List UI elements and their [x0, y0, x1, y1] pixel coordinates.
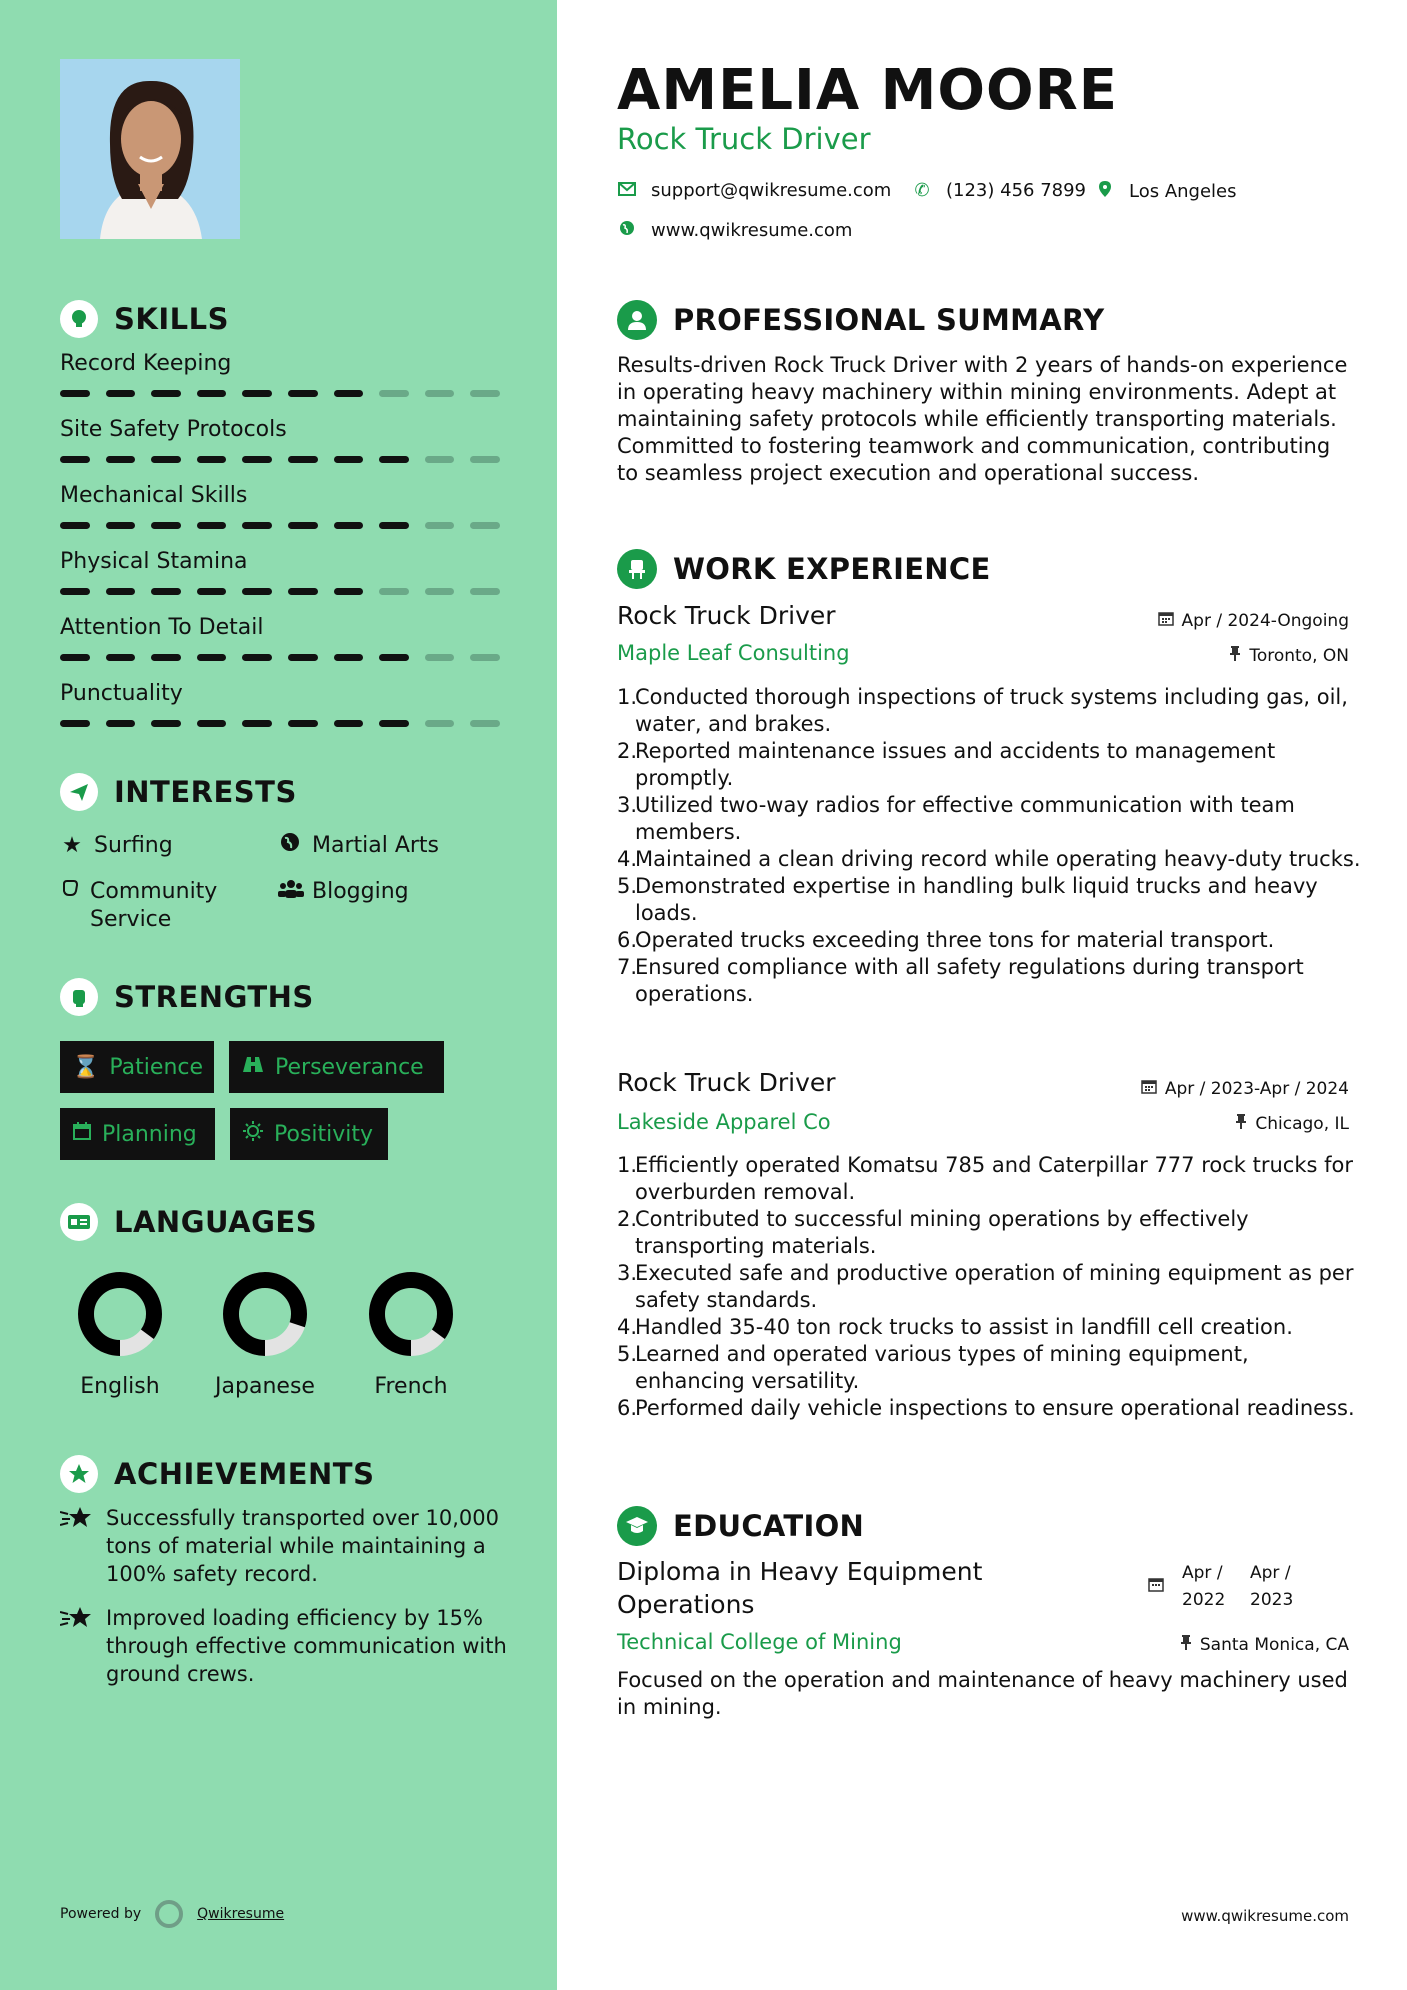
- job-bullet-text: Conducted thorough inspections of truck systems including gas, oil, water, and brakes.: [635, 685, 1348, 736]
- job-bullet: 1. Conducted thorough inspections of truck systems including gas, oil, water, and brakes.: [617, 684, 1362, 738]
- strength-label: Positivity: [274, 1121, 374, 1147]
- interest-label: Community Service: [90, 879, 218, 932]
- skill-item: [60, 549, 500, 595]
- education-location-text: Santa Monica, CA: [1199, 1634, 1349, 1655]
- skill-level-segment: [379, 522, 409, 529]
- job-dates: [1141, 1078, 1349, 1099]
- strength-badge: [230, 1108, 388, 1160]
- education-start: Apr / 2022: [1182, 1563, 1226, 1610]
- summary-title: PROFESSIONAL SUMMARY: [673, 303, 1105, 337]
- skill-item: [60, 681, 500, 727]
- sun-icon: [242, 1120, 264, 1148]
- skill-level-segment: [334, 720, 364, 727]
- language-label: Japanese: [215, 1374, 315, 1399]
- job-bullet-text: Contributed to successful mining operations by effectively transporting materials.: [635, 1207, 1249, 1258]
- skill-level-segment: [425, 390, 455, 397]
- skill-level-segment: [425, 720, 455, 727]
- job-bullet-text: Utilized two-way radios for effective communication with team members.: [635, 793, 1295, 844]
- contact-location: [1095, 180, 1237, 203]
- education-description: Focused on the operation and maintenance of heavy machinery used in mining.: [617, 1668, 1348, 1719]
- interests-title: INTERESTS: [114, 775, 297, 809]
- contact-phone[interactable]: [912, 180, 1086, 201]
- interest-item: [60, 832, 173, 860]
- graduation-cap-icon: [617, 1506, 657, 1546]
- contact-website[interactable]: [617, 220, 852, 241]
- job-bullet-text: Ensured compliance with all safety regulations during transport operations.: [635, 955, 1304, 1006]
- interest-label: Blogging: [312, 879, 409, 904]
- skill-level-segment: [106, 654, 136, 661]
- achievement-item: [60, 1504, 510, 1588]
- phone-icon: ✆: [914, 180, 930, 201]
- strength-label: Planning: [102, 1121, 197, 1147]
- chair-icon: [617, 549, 657, 589]
- brand-link[interactable]: Qwikresume: [197, 1906, 285, 1922]
- skill-label: Punctuality: [60, 681, 183, 706]
- job-bullet: 5. Learned and operated various types of mining equipment, enhancing versatility.: [617, 1341, 1362, 1395]
- job-bullet-text: Maintained a clean driving record while operating heavy-duty trucks.: [635, 847, 1361, 871]
- job-bullets: [617, 684, 1362, 1008]
- strength-badge: [60, 1041, 214, 1093]
- skill-level-meter: [60, 522, 500, 529]
- strength-badge: [229, 1041, 444, 1093]
- interest-label: Surfing: [94, 833, 173, 858]
- skill-label: Attention To Detail: [60, 615, 264, 640]
- qwikresume-logo-icon: [155, 1900, 183, 1928]
- skill-level-segment: [242, 588, 272, 595]
- strength-badge: [60, 1108, 215, 1160]
- job-bullet: 6. Operated trucks exceeding three tons for material transport.: [617, 928, 1275, 952]
- skills-title: SKILLS: [114, 302, 229, 336]
- skill-level-segment: [151, 654, 181, 661]
- skills-heading: [60, 300, 229, 338]
- shooting-star-icon: [60, 1504, 94, 1588]
- achievements-heading: [60, 1455, 374, 1493]
- summary-heading: [617, 300, 1104, 340]
- skill-level-segment: [242, 522, 272, 529]
- languages-title: LANGUAGES: [114, 1205, 318, 1239]
- job-bullets: [617, 1152, 1362, 1422]
- user-icon: [617, 300, 657, 340]
- skill-level-segment: [106, 522, 136, 529]
- calendar-icon: [1141, 1078, 1157, 1099]
- profile-photo: [60, 59, 240, 239]
- skill-level-segment: [334, 588, 364, 595]
- education-title: EDUCATION: [673, 1509, 865, 1543]
- skill-level-segment: [288, 456, 318, 463]
- experience-title: WORK EXPERIENCE: [673, 552, 991, 586]
- lightbulb-icon: [60, 300, 98, 338]
- skill-level-segment: [197, 390, 227, 397]
- skill-level-segment: [60, 456, 90, 463]
- skill-level-segment: [242, 390, 272, 397]
- calendar-icon: [1148, 1560, 1164, 1614]
- job-bullet-text: Executed safe and productive operation of mining equipment as per safety standards.: [635, 1261, 1354, 1312]
- skill-item: [60, 417, 500, 463]
- skill-level-segment: [379, 588, 409, 595]
- job-bullet-text: Learned and operated various types of mining equipment, enhancing versatility.: [635, 1342, 1249, 1393]
- skill-level-segment: [106, 390, 136, 397]
- envelope-icon: [617, 180, 637, 201]
- education-end: Apr / 2023: [1250, 1563, 1294, 1610]
- skill-level-segment: [242, 654, 272, 661]
- language-label: English: [80, 1374, 160, 1399]
- degree-title: Diploma in Heavy Equipment Operations: [617, 1557, 983, 1619]
- skill-level-segment: [379, 654, 409, 661]
- skill-level-segment: [197, 720, 227, 727]
- skill-level-segment: [242, 720, 272, 727]
- job-bullet: 5. Demonstrated expertise in handling bulk liquid trucks and heavy loads.: [617, 873, 1362, 927]
- skill-level-segment: [425, 456, 455, 463]
- company-name: Lakeside Apparel Co: [617, 1110, 831, 1134]
- job-location-text: Chicago, IL: [1255, 1113, 1349, 1134]
- summary-text: Results-driven Rock Truck Driver with 2 years of hands-on experience in operating heavy machinery within mining environments. Adept at maintaining safety protocols while efficiently transporting materials. Committed to fostering teamwork and communication, contributing to seamless project execution and operational success.: [617, 353, 1348, 485]
- interests-heading: [60, 773, 297, 811]
- skill-level-segment: [470, 654, 500, 661]
- job-bullet: 3. Executed safe and productive operation of mining equipment as per safety standards.: [617, 1260, 1362, 1314]
- skill-level-meter: [60, 654, 500, 661]
- skill-level-meter: [60, 588, 500, 595]
- job-bullet-text: Operated trucks exceeding three tons for material transport.: [635, 928, 1275, 952]
- skill-level-segment: [60, 588, 90, 595]
- strength-label: Patience: [109, 1054, 204, 1080]
- pushpin-icon: [1180, 1634, 1192, 1655]
- language-item: [45, 1270, 195, 1399]
- interest-item: [278, 878, 409, 908]
- job-bullet: 3. Utilized two-way radios for effective communication with team members.: [617, 792, 1362, 846]
- skill-label: Physical Stamina: [60, 549, 248, 574]
- skill-level-segment: [106, 588, 136, 595]
- powered-by-label: Powered by: [60, 1906, 142, 1922]
- job-bullet: 6. Performed daily vehicle inspections to ensure operational readiness.: [617, 1396, 1355, 1420]
- job-bullet-text: Demonstrated expertise in handling bulk liquid trucks and heavy loads.: [635, 874, 1318, 925]
- skill-level-segment: [425, 654, 455, 661]
- calendar-icon: [72, 1121, 92, 1147]
- job-bullet: 2. Contributed to successful mining operations by effectively transporting materials.: [617, 1206, 1362, 1260]
- education-location: [1180, 1634, 1349, 1655]
- users-icon: [278, 878, 302, 908]
- job-title: Rock Truck Driver: [617, 601, 836, 630]
- job-bullet-text: Handled 35-40 ton rock trucks to assist in landfill cell creation.: [635, 1315, 1293, 1339]
- skill-level-segment: [151, 456, 181, 463]
- skill-item: [60, 615, 500, 661]
- achievement-text: Improved loading efficiency by 15% through effective communication with ground crews.: [106, 1606, 507, 1686]
- fist-icon: [60, 978, 98, 1016]
- globe-icon: [278, 832, 302, 860]
- language-level-ring: [367, 1270, 455, 1358]
- skill-level-segment: [379, 456, 409, 463]
- education-dates: [1148, 1560, 1300, 1614]
- skill-level-segment: [60, 720, 90, 727]
- language-level-ring: [221, 1270, 309, 1358]
- skill-label: Mechanical Skills: [60, 483, 248, 508]
- phone-text: (123) 456 7899: [946, 180, 1087, 201]
- language-icon: [60, 1203, 98, 1241]
- skill-level-segment: [106, 456, 136, 463]
- skill-level-segment: [334, 654, 364, 661]
- skill-label: Record Keeping: [60, 351, 232, 376]
- skill-level-segment: [151, 720, 181, 727]
- contact-email[interactable]: [617, 180, 891, 201]
- pushpin-icon: [1229, 645, 1241, 666]
- strength-label: Perseverance: [275, 1054, 424, 1080]
- star-badge-icon: [60, 1455, 98, 1493]
- job-bullet-text: Reported maintenance issues and accidents to management promptly.: [635, 739, 1276, 790]
- binoculars-icon: [241, 1054, 265, 1080]
- strengths-heading: [60, 978, 314, 1016]
- job-bullet-text: Performed daily vehicle inspections to ensure operational readiness.: [635, 1396, 1355, 1420]
- candidate-role: Rock Truck Driver: [617, 122, 871, 156]
- interest-item: [60, 878, 260, 934]
- job-dates: [1158, 610, 1349, 631]
- languages-heading: [60, 1203, 317, 1241]
- job-bullet: 7. Ensured compliance with all safety regulations during transport operations.: [617, 954, 1362, 1008]
- shooting-star-icon: [60, 1604, 94, 1688]
- calendar-icon: [1158, 610, 1174, 631]
- achievements-title: ACHIEVEMENTS: [114, 1457, 375, 1491]
- hourglass-icon: ⌛: [72, 1054, 100, 1080]
- skill-level-segment: [425, 588, 455, 595]
- powered-by: [60, 1900, 284, 1928]
- email-text: support@qwikresume.com: [651, 180, 892, 201]
- achievement-item: [60, 1604, 510, 1688]
- footer-website[interactable]: www.qwikresume.com: [1181, 1907, 1349, 1925]
- skill-level-segment: [425, 522, 455, 529]
- skill-level-segment: [242, 456, 272, 463]
- skill-level-segment: [379, 390, 409, 397]
- skill-level-segment: [288, 390, 318, 397]
- skill-level-segment: [334, 456, 364, 463]
- language-level-ring: [76, 1270, 164, 1358]
- globe-icon: [617, 220, 637, 241]
- skill-level-segment: [470, 390, 500, 397]
- paper-plane-icon: [60, 773, 98, 811]
- job-location: [1235, 1113, 1349, 1134]
- skill-level-segment: [379, 720, 409, 727]
- skill-level-segment: [197, 654, 227, 661]
- skill-level-segment: [151, 522, 181, 529]
- interest-item: [278, 832, 439, 860]
- skill-level-segment: [470, 522, 500, 529]
- skill-level-segment: [288, 588, 318, 595]
- language-item: [336, 1270, 486, 1399]
- job-bullet: 4. Handled 35-40 ton rock trucks to assist in landfill cell creation.: [617, 1315, 1293, 1339]
- job-location: [1229, 645, 1349, 666]
- location-text: Los Angeles: [1129, 181, 1237, 202]
- job-bullet: 1. Efficiently operated Komatsu 785 and Caterpillar 777 rock trucks for overburden removal.: [617, 1152, 1362, 1206]
- pushpin-icon: [1235, 1113, 1247, 1134]
- skill-level-segment: [106, 720, 136, 727]
- job-dates-text: Apr / 2023-Apr / 2024: [1164, 1078, 1349, 1099]
- skill-level-meter: [60, 390, 500, 397]
- star-icon: ★: [62, 833, 82, 858]
- job-location-text: Toronto, ON: [1249, 645, 1349, 666]
- skill-item: [60, 483, 500, 529]
- hand-icon: [60, 878, 80, 906]
- education-heading: [617, 1506, 864, 1546]
- job-bullet-text: Efficiently operated Komatsu 785 and Caterpillar 777 rock trucks for overburden removal.: [635, 1153, 1353, 1204]
- experience-heading: [617, 549, 991, 589]
- skill-level-segment: [470, 720, 500, 727]
- candidate-name: AMELIA MOORE: [617, 58, 1118, 123]
- skill-level-segment: [334, 522, 364, 529]
- skill-level-segment: [288, 654, 318, 661]
- job-bullet: 2. Reported maintenance issues and accidents to management promptly.: [617, 738, 1362, 792]
- skill-level-segment: [151, 588, 181, 595]
- skill-level-segment: [151, 390, 181, 397]
- skill-level-meter: [60, 720, 500, 727]
- skill-label: Site Safety Protocols: [60, 417, 287, 442]
- achievement-text: Successfully transported over 10,000 tons of material while maintaining a 100% safety record.: [106, 1506, 499, 1586]
- skill-level-segment: [60, 654, 90, 661]
- language-item: [190, 1270, 340, 1399]
- sidebar: [0, 0, 557, 1990]
- school-name: Technical College of Mining: [617, 1630, 902, 1654]
- skill-level-segment: [288, 522, 318, 529]
- strengths-title: STRENGTHS: [114, 980, 314, 1014]
- job-bullet: 4. Maintained a clean driving record while operating heavy-duty trucks.: [617, 847, 1361, 871]
- skill-level-segment: [197, 588, 227, 595]
- skill-level-meter: [60, 456, 500, 463]
- skill-item: [60, 351, 500, 397]
- skill-level-segment: [197, 456, 227, 463]
- skill-level-segment: [288, 720, 318, 727]
- skill-level-segment: [60, 390, 90, 397]
- map-pin-icon: [1095, 180, 1115, 203]
- interest-label: Martial Arts: [312, 833, 440, 858]
- skill-level-segment: [60, 522, 90, 529]
- skill-level-segment: [334, 390, 364, 397]
- skill-level-segment: [470, 456, 500, 463]
- skill-level-segment: [197, 522, 227, 529]
- language-label: French: [374, 1374, 448, 1399]
- website-text: www.qwikresume.com: [651, 220, 853, 241]
- skill-level-segment: [470, 588, 500, 595]
- company-name: Maple Leaf Consulting: [617, 641, 850, 665]
- job-title: Rock Truck Driver: [617, 1068, 836, 1097]
- job-dates-text: Apr / 2024-Ongoing: [1181, 610, 1349, 631]
